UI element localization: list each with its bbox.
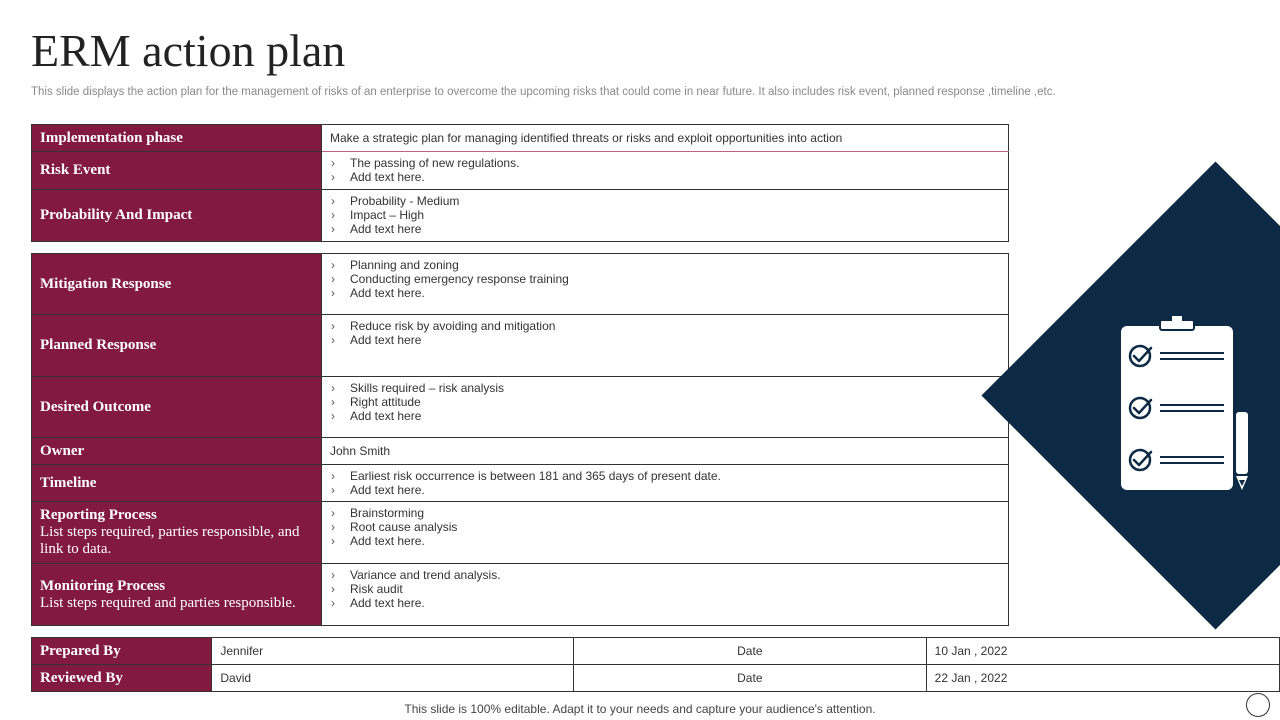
- row-label-reporting: Reporting Process List steps required, parties responsible, and link to data.: [32, 502, 322, 564]
- row-label-outcome: Desired Outcome: [32, 377, 322, 438]
- list-item: › Add text here.: [330, 170, 1000, 184]
- row-value-planned: [322, 315, 1009, 377]
- row-label-implementation: Implementation phase: [32, 125, 322, 152]
- reviewed-date: 22 Jan , 2022: [926, 665, 1279, 692]
- table-row: [32, 254, 1009, 315]
- list-item: › Probability - Medium: [330, 194, 1000, 208]
- list-item: › Add text here.: [330, 534, 1000, 548]
- list-item: › Root cause analysis: [330, 520, 1000, 534]
- row-label-mitigation: Mitigation Response: [32, 254, 322, 315]
- table-row: [32, 377, 1009, 438]
- reviewed-name: David: [212, 665, 574, 692]
- list-item: › Risk audit: [330, 582, 1000, 596]
- list-item: › Add text here: [330, 222, 1000, 236]
- list-item: › Skills required – risk analysis: [330, 381, 1000, 395]
- list-item: › The passing of new regulations.: [330, 156, 1000, 170]
- row-value-risk-event: [322, 152, 1009, 190]
- clipboard-checklist-icon: [1118, 316, 1258, 496]
- prepared-date: 10 Jan , 2022: [926, 638, 1279, 665]
- list-item: › Reduce risk by avoiding and mitigation: [330, 319, 1000, 333]
- table-row: [32, 638, 1280, 665]
- table-row: [32, 125, 1009, 152]
- table-row: [32, 502, 1009, 564]
- row-label-planned: Planned Response: [32, 315, 322, 377]
- list-item: › Conducting emergency response training: [330, 272, 1000, 286]
- plan-table-top: [31, 124, 1009, 242]
- row-value-mitigation: [322, 254, 1009, 315]
- list-item: › Earliest risk occurrence is between 181 and 365 days of present date.: [330, 469, 1000, 483]
- signoff-table: [31, 637, 1280, 692]
- table-row: [32, 665, 1280, 692]
- row-label-monitoring: Monitoring Process List steps required and parties responsible.: [32, 564, 322, 626]
- list-item: › Add text here.: [330, 286, 1000, 300]
- row-label-reviewed: Reviewed By: [32, 665, 212, 692]
- row-value-implementation: Make a strategic plan for managing identified threats or risks and exploit opportunities into action: [322, 125, 1009, 152]
- row-label-owner: Owner: [32, 438, 322, 465]
- table-row: [32, 465, 1009, 502]
- row-value-reporting: [322, 502, 1009, 564]
- footer-note: This slide is 100% editable. Adapt it to your needs and capture your audience's attention.: [404, 702, 876, 716]
- prepared-name: Jennifer: [212, 638, 574, 665]
- row-label-timeline: Timeline: [32, 465, 322, 502]
- prepared-date-label: Date: [574, 638, 927, 665]
- table-row: [32, 315, 1009, 377]
- page-title: ERM action plan: [31, 25, 346, 76]
- table-row: [32, 438, 1009, 465]
- plan-table-middle: [31, 253, 1009, 626]
- list-item: › Variance and trend analysis.: [330, 568, 1000, 582]
- list-item: › Right attitude: [330, 395, 1000, 409]
- page-subtitle: This slide displays the action plan for the management of risks of an enterprise to overcome the upcoming risks that could come in near future. It also includes risk event, planned response ,timeline ,etc.: [31, 86, 1056, 98]
- list-item: › Add text here.: [330, 596, 1000, 610]
- table-row: [32, 152, 1009, 190]
- list-item: › Add text here.: [330, 483, 1000, 497]
- row-label-prepared: Prepared By: [32, 638, 212, 665]
- row-value-probability: [322, 190, 1009, 242]
- list-item: › Add text here: [330, 333, 1000, 347]
- reviewed-date-label: Date: [574, 665, 927, 692]
- table-row: [32, 564, 1009, 626]
- pencil-icon: [1236, 412, 1248, 490]
- list-item: › Planning and zoning: [330, 258, 1000, 272]
- row-value-outcome: [322, 377, 1009, 438]
- list-item: › Brainstorming: [330, 506, 1000, 520]
- table-row: [32, 190, 1009, 242]
- row-label-risk-event: Risk Event: [32, 152, 322, 190]
- row-label-probability: Probability And Impact: [32, 190, 322, 242]
- list-item: › Impact – High: [330, 208, 1000, 222]
- list-item: › Add text here: [330, 409, 1000, 423]
- row-value-timeline: [322, 465, 1009, 502]
- row-value-owner: John Smith: [322, 438, 1009, 465]
- row-value-monitoring: [322, 564, 1009, 626]
